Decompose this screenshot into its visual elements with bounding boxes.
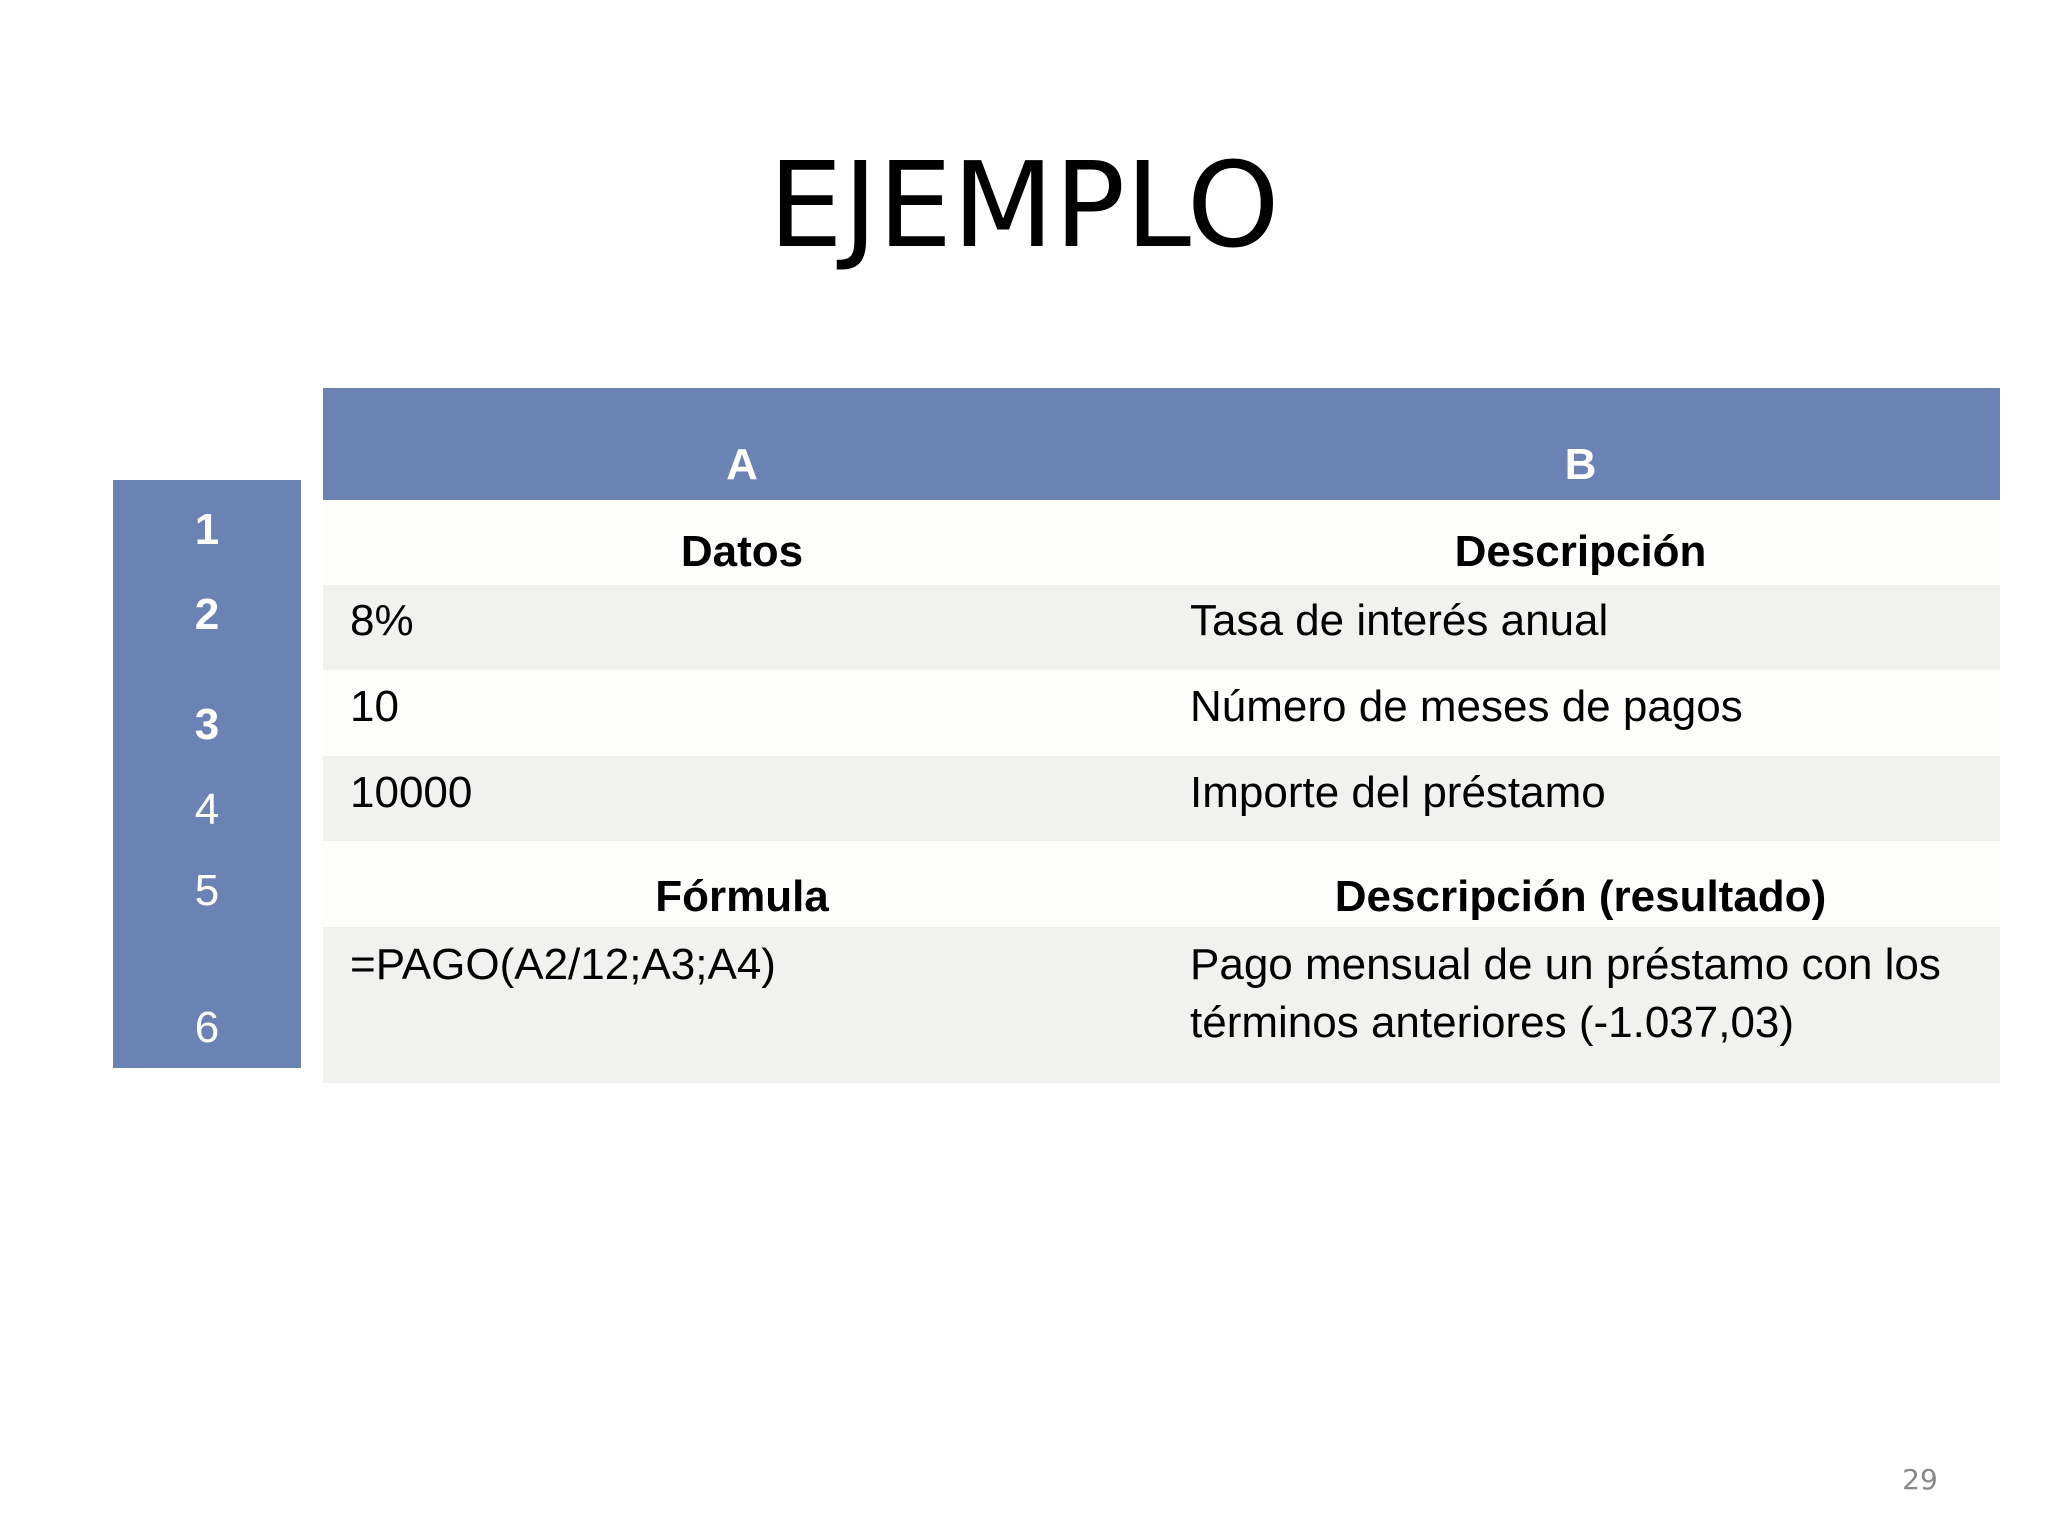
cell-a1[interactable]: Datos — [680, 527, 804, 576]
column-header-a[interactable]: A — [726, 440, 758, 489]
row-number-6[interactable]: 6 — [194, 1003, 220, 1052]
table-row-4 — [323, 756, 2000, 841]
cell-a5[interactable]: Fórmula — [655, 872, 829, 921]
row-number-2[interactable]: 2 — [194, 590, 220, 639]
row-number-5[interactable]: 5 — [194, 866, 220, 915]
cell-b3[interactable]: Número de meses de pagos — [1190, 682, 1743, 731]
row-number-1[interactable]: 1 — [194, 505, 220, 554]
row-number-3[interactable]: 3 — [194, 700, 220, 749]
cell-b4[interactable]: Importe del préstamo — [1190, 768, 1606, 817]
row-header-strip — [113, 480, 301, 1068]
cell-b1[interactable]: Descripción — [1454, 527, 1707, 576]
slide-title: EJEMPLO — [768, 136, 1280, 274]
cell-a6[interactable]: =PAGO(A2/12;A3;A4) — [350, 940, 776, 989]
cell-a3[interactable]: 10 — [350, 682, 399, 731]
table-row-2 — [323, 585, 2000, 670]
row-number-4[interactable]: 4 — [194, 785, 220, 834]
cell-b2[interactable]: Tasa de interés anual — [1190, 596, 1609, 645]
table-row-3 — [323, 670, 2000, 756]
cell-a4[interactable]: 10000 — [350, 768, 473, 817]
page-number: 29 — [1902, 1463, 1938, 1496]
cell-a2[interactable]: 8% — [350, 596, 414, 645]
cell-b6[interactable]: Pago mensual de un préstamo con los términos anteriores (-1.037,03) — [1190, 940, 1941, 1047]
column-header-b[interactable]: B — [1564, 440, 1597, 489]
cell-b5[interactable]: Descripción (resultado) — [1334, 872, 1827, 921]
